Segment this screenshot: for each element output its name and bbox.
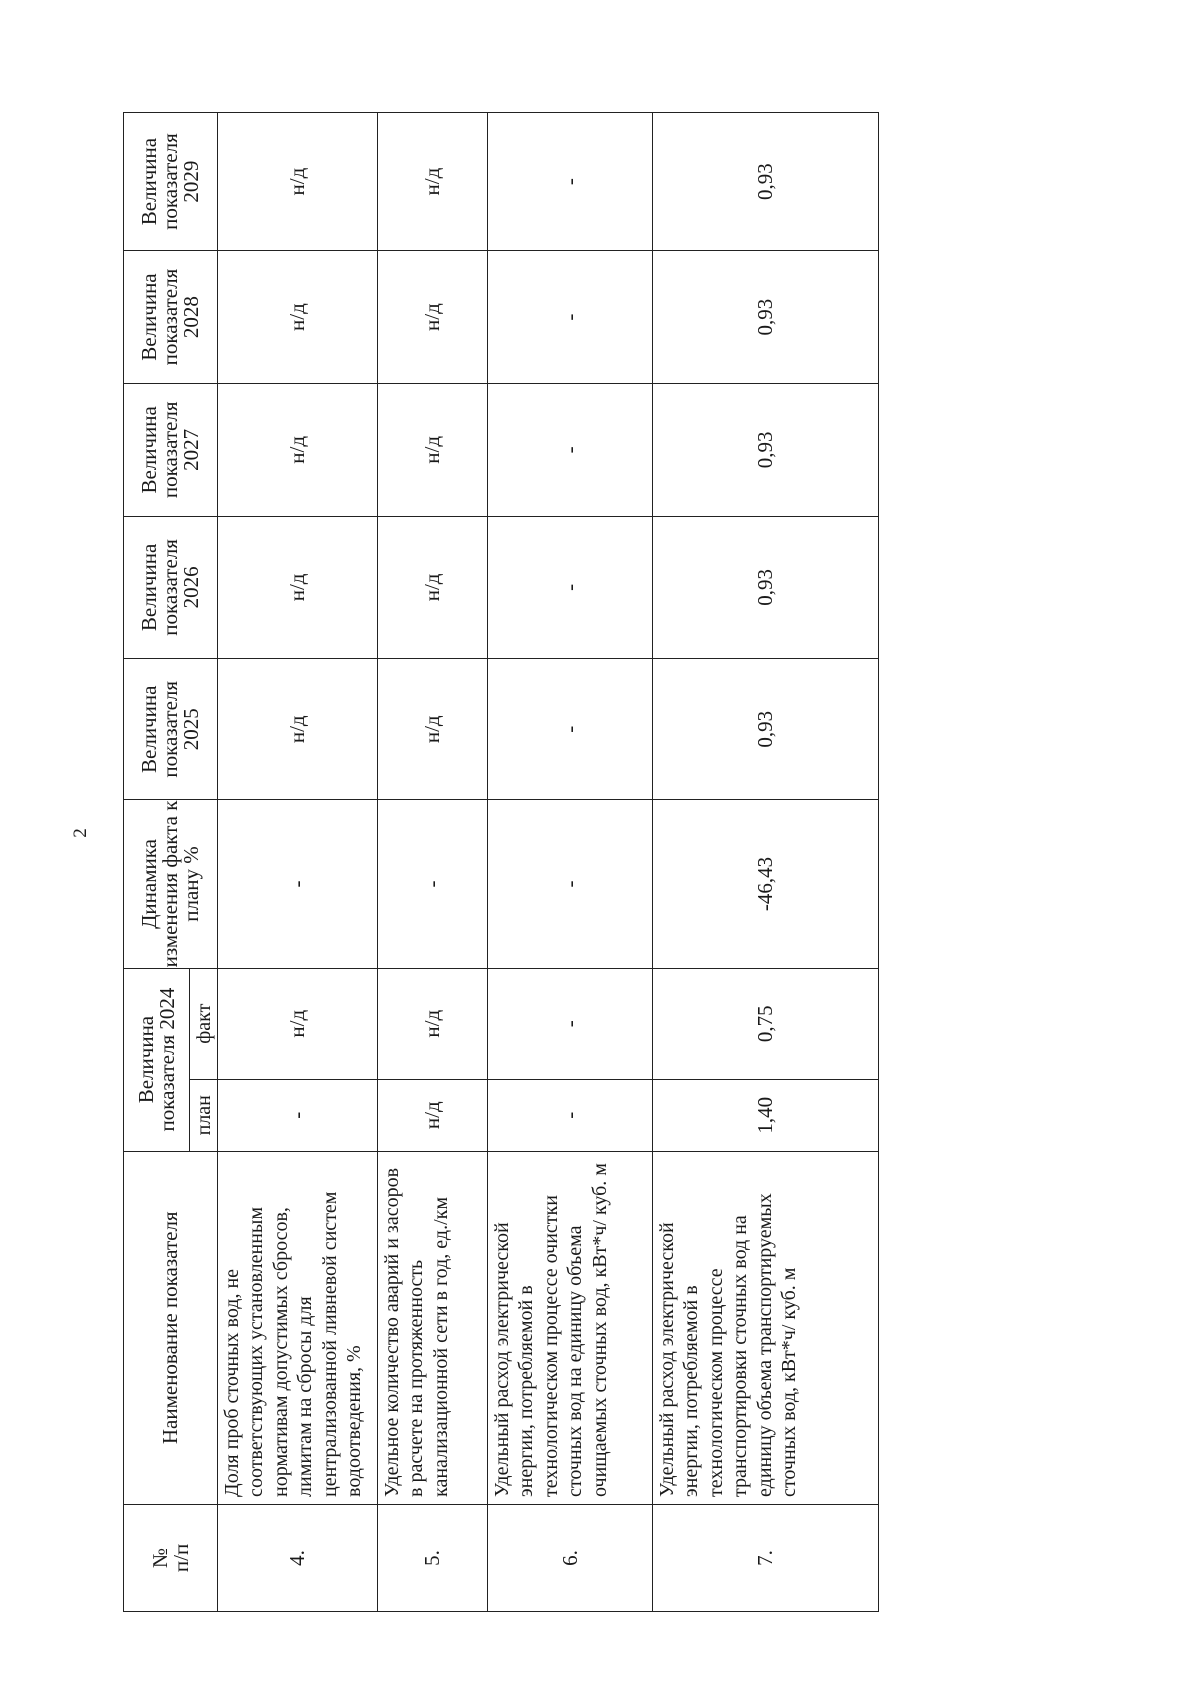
- header-value-2027: Величина показателя 2027: [124, 383, 218, 516]
- table-row: [378, 113, 488, 1612]
- header-value-2024: Величина показателя 2024: [124, 968, 190, 1151]
- value-plan-2024: -: [218, 1079, 378, 1151]
- header-value-2029: Величина показателя 2029: [124, 113, 218, 251]
- row-number: 7.: [653, 1504, 879, 1611]
- value-fact-2024: н/д: [218, 968, 378, 1079]
- header-value-2025: Величина показателя 2025: [124, 659, 218, 800]
- indicators-table: [123, 112, 879, 1612]
- value-2028: н/д: [218, 251, 378, 384]
- value-2029: 0,93: [653, 113, 879, 251]
- value-plan-2024: н/д: [378, 1079, 488, 1151]
- value-2026: 0,93: [653, 516, 879, 658]
- header-dynamics: Динамика изменения факта к плану %: [124, 800, 218, 968]
- value-2027: н/д: [218, 383, 378, 516]
- value-plan-2024: -: [488, 1079, 653, 1151]
- value-2026: -: [488, 516, 653, 658]
- header-fact: факт: [190, 968, 218, 1079]
- value-2029: н/д: [378, 113, 488, 251]
- value-2025: 0,93: [653, 659, 879, 800]
- indicator-name: Доля проб сточных вод, не соответствующих установленным нормативам допустимых сбросов, лимитам на сбросы для централизованной ливневой систем водоотведения, %: [218, 1151, 378, 1504]
- row-number: 5.: [378, 1504, 488, 1611]
- indicator-name: Удельный расход электрической энергии, потребляемой в технологическом процессе очистки сточных вод на единицу объема очищаемых сточных вод, кВт*ч/ куб. м: [488, 1151, 653, 1504]
- indicator-name: Удельный расход электрической энергии, потребляемой в технологическом процессе транспортировки сточных вод на единицу объема транспортируемых сточных вод, кВт*ч/ куб. м: [653, 1151, 879, 1504]
- value-2026: н/д: [218, 516, 378, 658]
- value-plan-2024: 1,40: [653, 1079, 879, 1151]
- value-2029: н/д: [218, 113, 378, 251]
- table-row: [488, 113, 653, 1612]
- value-2026: н/д: [378, 516, 488, 658]
- row-number: 6.: [488, 1504, 653, 1611]
- value-2028: н/д: [378, 251, 488, 384]
- header-value-2026: Величина показателя 2026: [124, 516, 218, 658]
- header-indicator-name: Наименование показателя: [124, 1151, 218, 1504]
- rotated-table-container: [123, 112, 878, 1612]
- value-2025: н/д: [218, 659, 378, 800]
- value-2028: -: [488, 251, 653, 384]
- indicator-name: Удельное количество аварий и засоров в расчете на протяженность канализационной сети в год, ед./км: [378, 1151, 488, 1504]
- table-row: [653, 113, 879, 1612]
- table-row: [218, 113, 378, 1612]
- value-dynamics: -: [378, 800, 488, 968]
- value-2028: 0,93: [653, 251, 879, 384]
- value-2027: 0,93: [653, 383, 879, 516]
- value-2027: -: [488, 383, 653, 516]
- value-fact-2024: 0,75: [653, 968, 879, 1079]
- value-dynamics: -46,43: [653, 800, 879, 968]
- value-2027: н/д: [378, 383, 488, 516]
- page-number: 2: [70, 828, 91, 838]
- value-2029: -: [488, 113, 653, 251]
- value-fact-2024: -: [488, 968, 653, 1079]
- value-2025: -: [488, 659, 653, 800]
- header-value-2028: Величина показателя 2028: [124, 251, 218, 384]
- value-dynamics: -: [488, 800, 653, 968]
- header-number: № п/п: [124, 1504, 218, 1611]
- value-2025: н/д: [378, 659, 488, 800]
- value-fact-2024: н/д: [378, 968, 488, 1079]
- value-dynamics: -: [218, 800, 378, 968]
- row-number: 4.: [218, 1504, 378, 1611]
- header-plan: план: [190, 1079, 218, 1151]
